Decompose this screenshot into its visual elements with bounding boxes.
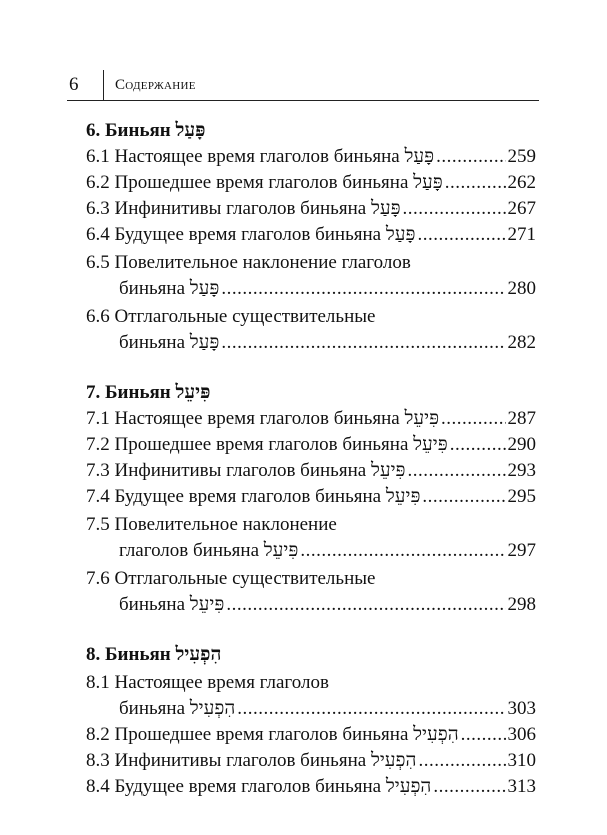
dot-leader (450, 432, 506, 458)
entry-text: 6.4 Будущее время глаголов биньяна פָּעַל (86, 224, 416, 245)
dot-leader (441, 406, 505, 432)
section-title: 6. Биньян פָּעַל (86, 120, 206, 141)
entry-text-line2: глаголов биньяна פִּיעֵל (119, 540, 299, 561)
entry-text-line1: 7.6 Отглагольные существительные (86, 568, 376, 589)
toc-entry (86, 144, 536, 170)
entry-text: 7.4 Будущее время глаголов биньяна פִּיעֵל (86, 486, 421, 507)
dot-leader (445, 170, 506, 196)
entry-text-line2: биньяна הִפְעִיל (119, 698, 236, 719)
toc-entry (86, 432, 536, 458)
entry-text: 7.3 Инфинитивы глаголов биньяна פִּיעֵל (86, 460, 406, 481)
entry-text: 6.3 Инфинитивы глаголов биньяна פָּעַל (86, 198, 401, 219)
entry-page: 259 (507, 146, 536, 167)
toc-entry (86, 484, 536, 510)
entry-text-line2: биньяна פָּעַל (119, 332, 220, 353)
entry-text-line2: биньяна פָּעַל (119, 278, 220, 299)
entry-page: 290 (507, 434, 536, 455)
entry-text: 7.1 Настоящее время глаголов биньяна פִּיעֵל (86, 408, 440, 429)
dot-leader (433, 774, 505, 800)
dot-leader (237, 696, 505, 722)
running-title: Содержание (115, 77, 196, 93)
entry-text: 6.1 Настоящее время глаголов биньяна פָּעַל (86, 146, 435, 167)
table-of-contents (86, 118, 536, 800)
entry-text-line1: 8.1 Настоящее время глаголов (86, 672, 329, 693)
toc-entry (86, 222, 536, 248)
page-number: 6 (69, 74, 79, 95)
toc-entry (86, 566, 536, 618)
entry-page: 306 (507, 724, 536, 745)
toc-entry (86, 748, 536, 774)
entry-text-line1: 7.5 Повелительное наклонение (86, 514, 337, 535)
entry-text-line1: 6.5 Повелительное наклонение глаголов (86, 252, 411, 273)
section-title: 8. Биньян הִפְעִיל (86, 644, 222, 665)
section-title: 7. Биньян פִּיעֵל (86, 382, 211, 403)
toc-entry (86, 196, 536, 222)
entry-page: 287 (507, 408, 536, 429)
dot-leader (417, 222, 505, 248)
entry-text: 8.2 Прошедшее время глаголов биньяна הִפְעִיל (86, 724, 459, 745)
toc-section (86, 118, 536, 356)
dot-leader (403, 196, 506, 222)
running-header (67, 70, 539, 101)
entry-text-line1: 6.6 Отглагольные существительные (86, 306, 376, 327)
toc-entry (86, 406, 536, 432)
dot-leader (422, 484, 505, 510)
entry-text-line2: биньяна פִּיעֵל (119, 594, 225, 615)
dot-leader (300, 538, 505, 564)
dot-leader (226, 592, 505, 618)
dot-leader (221, 276, 505, 302)
toc-entry (86, 512, 536, 564)
entry-page: 297 (507, 540, 536, 561)
dot-leader (418, 748, 505, 774)
entry-page: 293 (507, 460, 536, 481)
header-divider (103, 70, 104, 100)
entry-text: 6.2 Прошедшее время глаголов биньяна פָּעַל (86, 172, 443, 193)
entry-page: 295 (507, 486, 536, 507)
entry-page: 280 (507, 278, 536, 299)
entry-page: 267 (507, 198, 536, 219)
entry-text: 7.2 Прошедшее время глаголов биньяна פִּיעֵל (86, 434, 448, 455)
entry-page: 310 (507, 750, 536, 771)
dot-leader (436, 144, 505, 170)
entry-page: 271 (507, 224, 536, 245)
toc-entry (86, 170, 536, 196)
entry-page: 282 (507, 332, 536, 353)
dot-leader (461, 722, 506, 748)
toc-section (86, 380, 536, 618)
toc-entry (86, 250, 536, 302)
entry-text: 8.3 Инфинитивы глаголов биньяна הִפְעִיל (86, 750, 417, 771)
toc-entry (86, 458, 536, 484)
toc-section (86, 642, 536, 800)
entry-text: 8.4 Будущее время глаголов биньяна הִפְעִיל (86, 776, 432, 797)
entry-page: 262 (507, 172, 536, 193)
toc-entry (86, 722, 536, 748)
toc-entry (86, 774, 536, 800)
toc-entry (86, 670, 536, 722)
entry-page: 313 (507, 776, 536, 797)
dot-leader (408, 458, 506, 484)
entry-page: 303 (507, 698, 536, 719)
toc-entry (86, 304, 536, 356)
dot-leader (221, 330, 505, 356)
entry-page: 298 (507, 594, 536, 615)
